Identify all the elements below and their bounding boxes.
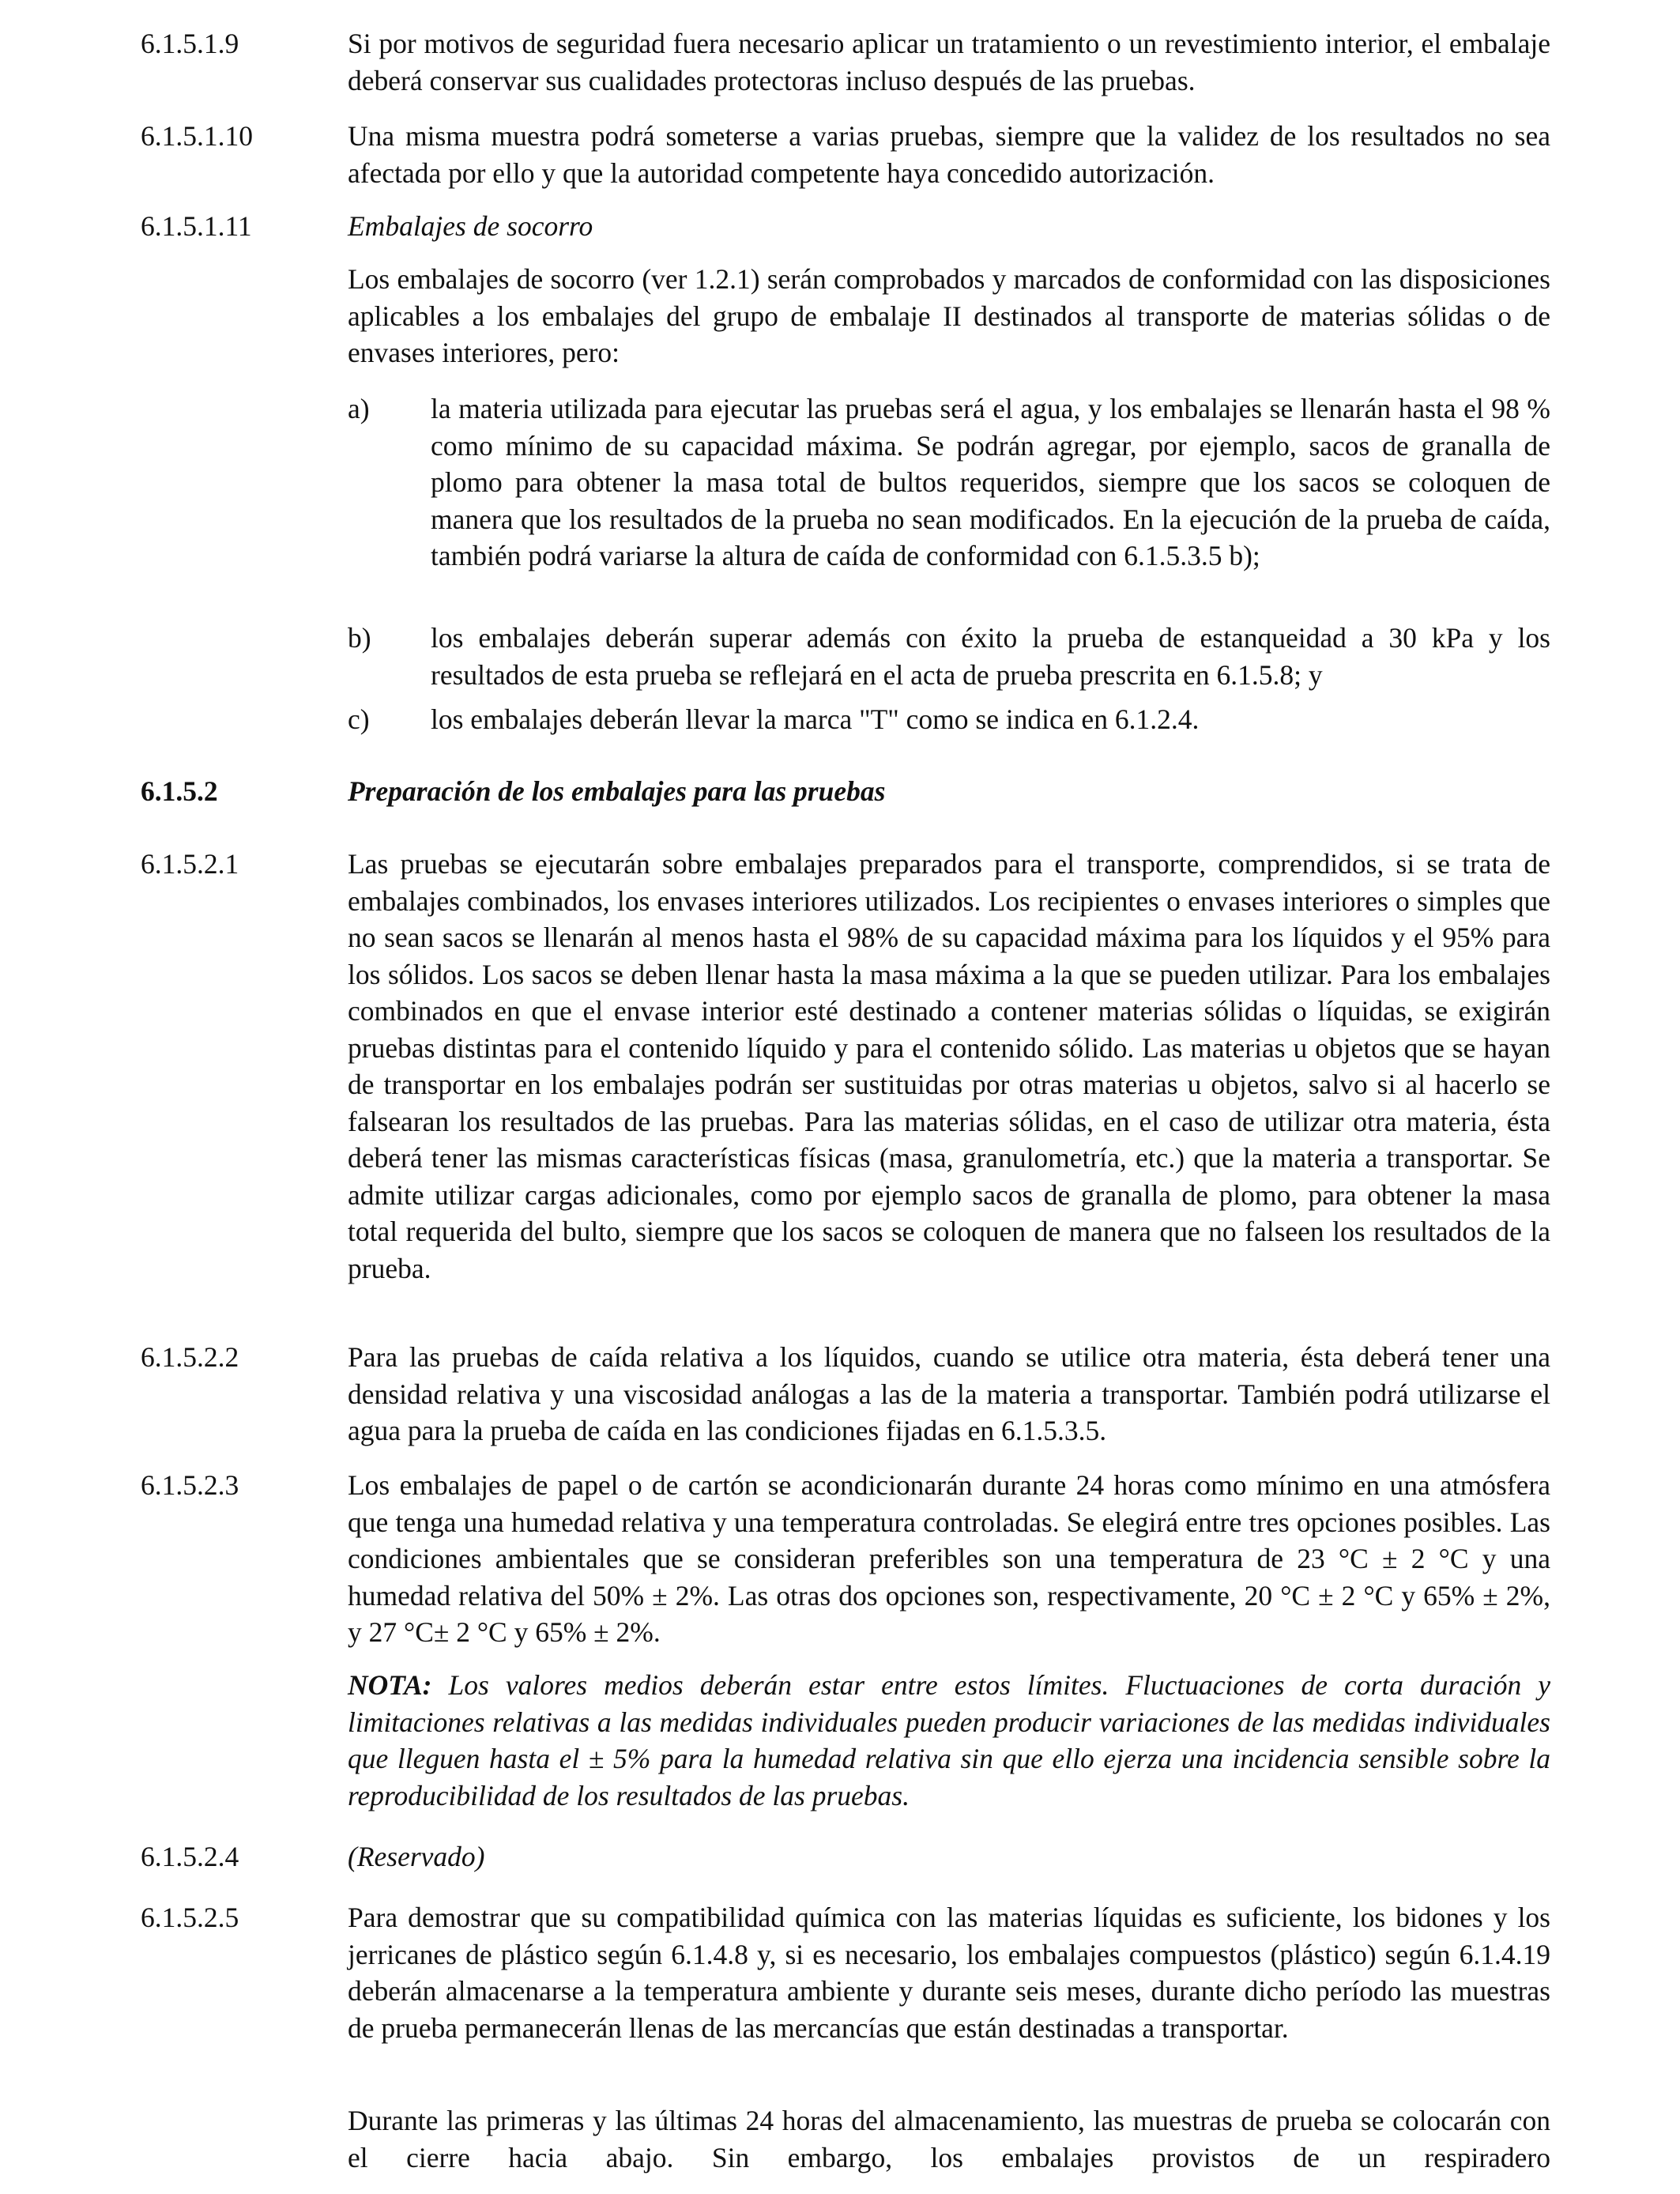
section-heading: Embalajes de socorro xyxy=(348,210,593,242)
section-number: 6.1.5.2.4 xyxy=(141,1841,239,1872)
section-text: Las pruebas se ejecutarán sobre embalajes preparados para el transporte, comprendidos, si se trata de embalajes combinados, los envases interiores utilizados. Los recipientes o envases interiores o simples que no sean sacos se llenarán al menos hasta el 98% de su capacidad máxima para los líquidos y el 95% para los sólidos. Los sacos se deben llenar hasta la masa máxima a la que se pueden utilizar. Para los embalajes combinados en que el envase interior esté destinado a contener materias sólidas o líquidas, se exigirán pruebas distintas para el contenido líquido y para el contenido sólido. Las materias u objetos que se hayan de transportar en los embalajes podrán ser sustituidas por otras materias u objetos, salvo si al hacerlo se falsearan los resultados de las pruebas. Para las materias sólidas, en el caso de utilizar otra materia, ésta deberá tener las mismas características físicas (masa, granulometría, etc.) que la materia a transportar. Se admite utilizar cargas adicionales, como por ejemplo sacos de granalla de plomo, para obtener la masa total requerida del bulto, siempre que los sacos se coloquen de manera que no falseen los resultados de la prueba. xyxy=(348,848,1550,1284)
section-text: Una misma muestra podrá someterse a varias pruebas, siempre que la validez de los resultados no sea afectada por ello y que la autoridad competente haya concedido autorización. xyxy=(348,120,1550,189)
section-number: 6.1.5.2.5 xyxy=(141,1902,239,1933)
list-item-text: la materia utilizada para ejecutar las pruebas será el agua, y los embalajes se llenarán hasta el 98 % como mínimo de su capacidad máxima. Se podrán agregar, por ejemplo, sacos de granalla de plomo para obtener la masa total de bultos requeridos, siempre que los sacos se coloquen de manera que los resultados de la prueba no sean modificados. En la ejecución de la prueba de caída, también podrá variarse la altura de caída de conformidad con 6.1.5.3.5 b); xyxy=(431,393,1550,571)
section-heading: (Reservado) xyxy=(348,1841,485,1872)
section-text: Los embalajes de papel o de cartón se acondicionarán durante 24 horas como mínimo en una atmósfera que tenga una humedad relativa y una temperatura controladas. Se elegirá entre tres opciones posibles. Las condiciones ambientales que se consideran preferibles son una temperatura de 23 °C ± 2 °C y una humedad relativa del 50% ± 2%. Las otras dos opciones son, respectivamente, 20 °C ± 2 °C y 65% ± 2%, y 27 °C± 2 °C y 65% ± 2%. xyxy=(348,1469,1550,1648)
section-number: 6.1.5.2.2 xyxy=(141,1341,239,1373)
note-text xyxy=(348,1667,1550,1814)
list-item-text: los embalajes deberán llevar la marca "T" como se indica en 6.1.2.4. xyxy=(431,703,1200,735)
list-marker: a) xyxy=(348,393,370,424)
section-number: 6.1.5.1.11 xyxy=(141,210,252,242)
note-body: Los valores medios deberán estar entre estos límites. Fluctuaciones de corta duración y limitaciones relativas a las medidas individuales pueden producir variaciones de las medidas individuales que lleguen hasta el ± 5% para la humedad relativa sin que ello ejerza una incidencia sensible sobre la reproducibilidad de los resultados de las pruebas. xyxy=(348,1669,1550,1811)
section-text: Para demostrar que su compatibilidad química con las materias líquidas es suficiente, los bidones y los jerricanes de plástico según 6.1.4.8 y, si es necesario, los embalajes compuestos (plástico) según 6.1.4.19 deberán almacenarse a la temperatura ambiente y durante seis meses, durante dicho período las muestras de prueba permanecerán llenas de las mercancías que están destinadas a transportar. xyxy=(348,1902,1550,2044)
list-item-text: los embalajes deberán superar además con éxito la prueba de estanqueidad a 30 kPa y los resultados de esta prueba se reflejará en el acta de prueba prescrita en 6.1.5.8; y xyxy=(431,622,1550,691)
section-number: 6.1.5.2 xyxy=(141,775,218,807)
section-text: Si por motivos de seguridad fuera necesario aplicar un tratamiento o un revestimiento interior, el embalaje deberá conservar sus cualidades protectoras incluso después de las pruebas. xyxy=(348,28,1550,96)
section-number: 6.1.5.1.10 xyxy=(141,120,253,152)
section-text: Para las pruebas de caída relativa a los líquidos, cuando se utilice otra materia, ésta deberá tener una densidad relativa y una viscosidad análogas a las de la materia a transportar. También podrá utilizarse el agua para la prueba de caída en las condiciones fijadas en 6.1.5.3.5. xyxy=(348,1341,1550,1446)
section-heading: Preparación de los embalajes para las pruebas xyxy=(348,775,886,807)
list-marker: b) xyxy=(348,622,371,654)
section-text: Durante las primeras y las últimas 24 horas del almacenamiento, las muestras de prueba se colocarán con el cierre hacia abajo. Sin embargo, los embalajes provistos de un respiradero xyxy=(348,2105,1550,2173)
section-text: Los embalajes de socorro (ver 1.2.1) serán comprobados y marcados de conformidad con las disposiciones aplicables a los embalajes del grupo de embalaje II destinados al transporte de materias sólidas o de envases interiores, pero: xyxy=(348,263,1550,368)
section-number: 6.1.5.2.1 xyxy=(141,848,239,880)
note-label: NOTA: xyxy=(348,1669,432,1701)
section-number: 6.1.5.2.3 xyxy=(141,1469,239,1501)
section-number: 6.1.5.1.9 xyxy=(141,28,239,59)
list-marker: c) xyxy=(348,703,370,735)
